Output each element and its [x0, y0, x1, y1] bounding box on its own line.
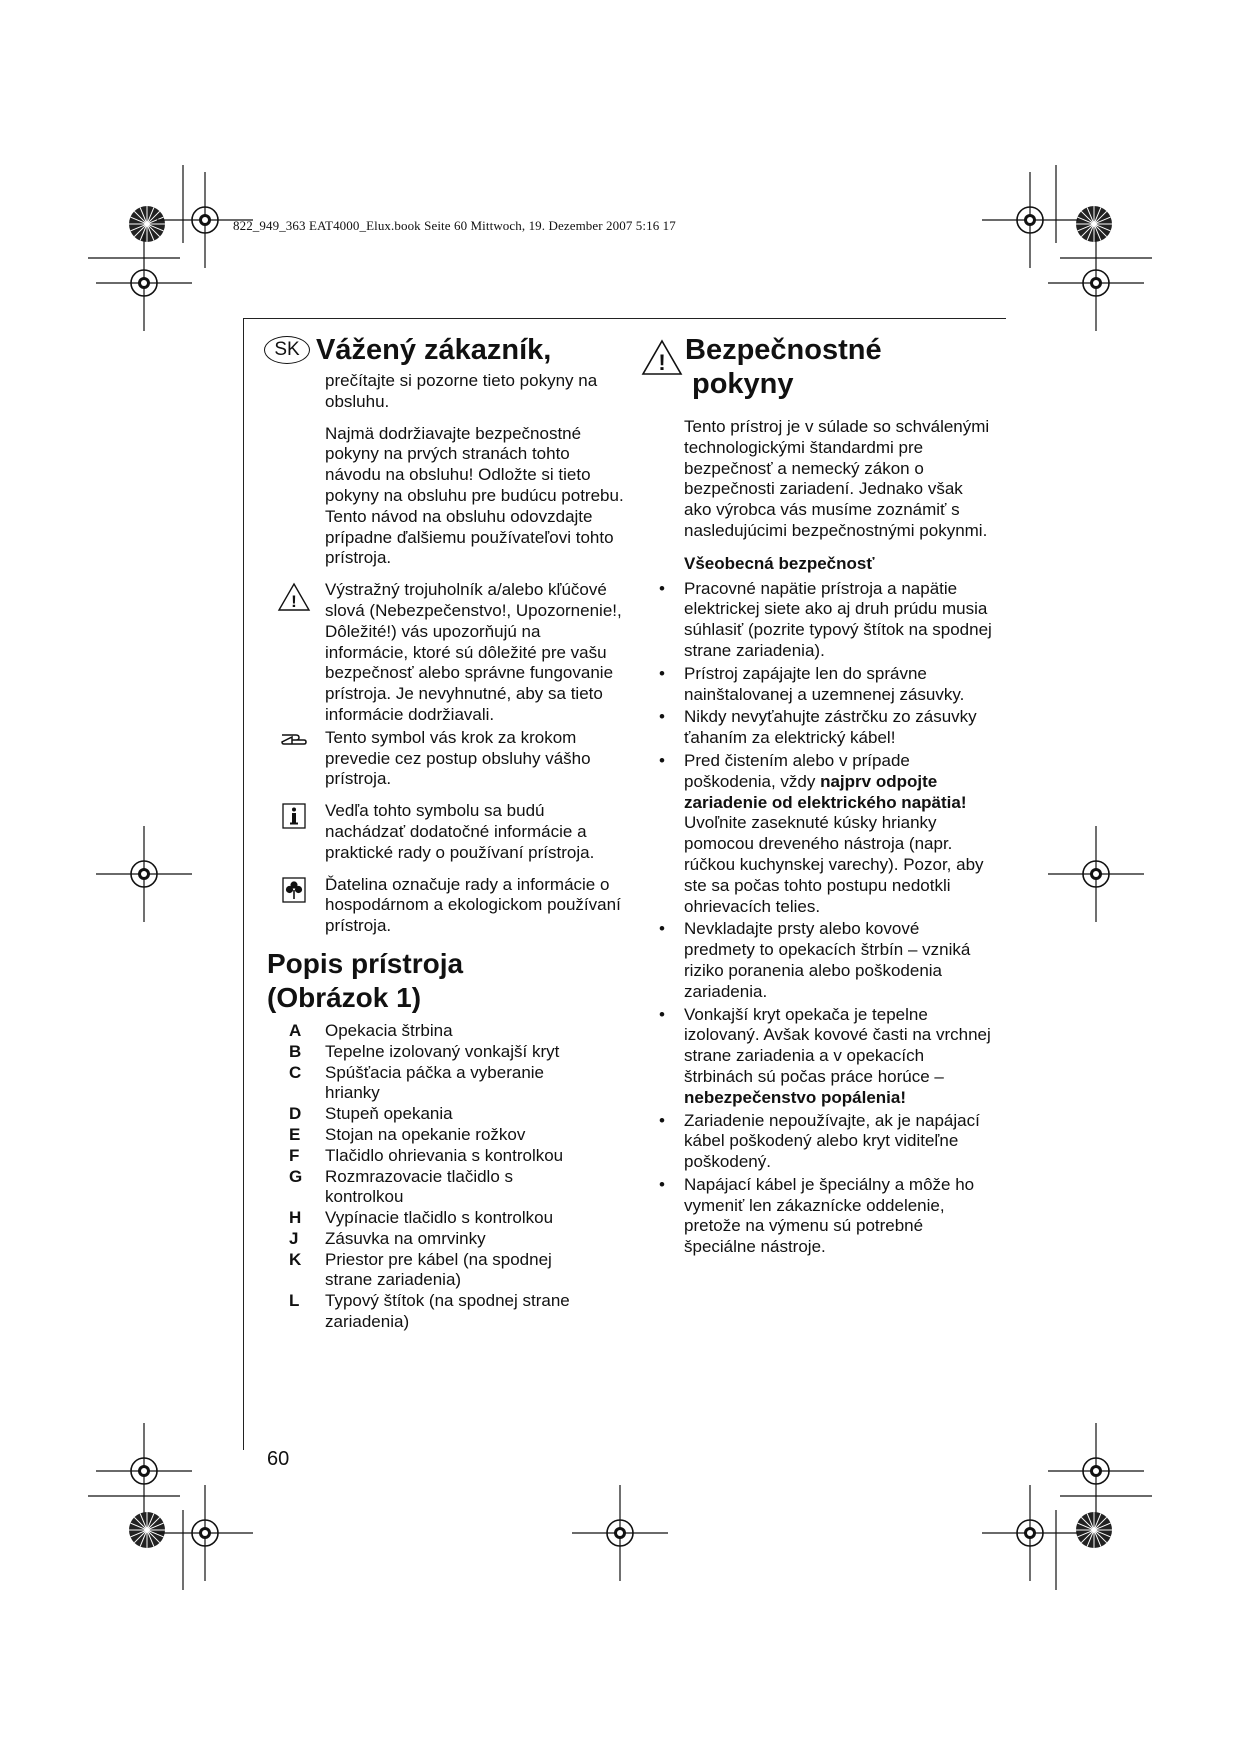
right-column: [644, 333, 994, 1260]
safety-title: [685, 333, 882, 401]
registration-crosshair: [96, 235, 192, 331]
section-title-line-1: Popis prístroja: [267, 947, 464, 979]
intro-paragraph-2: Najmä dodržiavajte bezpečnostné pokyny na prvých stranách tohto návodu na obsluhu! Odložte si tieto pokyny na obsluhu pre budúcu potrebu. Tento návod na obsluhu odovzdajte prípadne ďalšiemu používateľovi tohto prístroja.: [325, 423, 624, 568]
note-warning-text: Výstražný trojuholník a/alebo kľúčové slová (Nebezpečenstvo!, Upozornenie!, Dôležité!) vás upozorňujú na informácie, ktoré sú dôležité pre vašu bezpečnosť alebo správne fungovanie prístroja. Je nevyhnutné, aby sa tieto informácie dodržiavali.: [325, 580, 622, 724]
list-item: K Priestor pre kábel (na spodnej strane zariadenia): [289, 1249, 552, 1290]
safety-title-line-2: pokyny: [692, 368, 794, 400]
list-item: H Vypínacie tlačidlo s kontrolkou: [289, 1208, 554, 1228]
warning-triangle-icon: [641, 339, 683, 377]
clover-icon: [282, 877, 306, 903]
list-item: G Rozmrazovacie tlačidlo s kontrolkou: [289, 1166, 514, 1207]
svg-text:!: !: [658, 350, 666, 375]
section-title-line-2: (Obrázok 1): [267, 981, 422, 1013]
registration-crosshair: [982, 1485, 1078, 1581]
list-item: • Prístroj zapájajte len do správne nainštalovanej a uzemnenej zásuvky.: [657, 664, 994, 706]
pointing-hand-icon: [280, 729, 310, 747]
list-item: • Pred čistením alebo v prípade poškodenia, vždy najprv odpojte zariadenie od elektrického napätia! Uvoľnite zaseknuté kúsky hrianky pomocou dreveného nástroja (napr. rúčkou kuchynskej varechy). Pozor, aby ste sa počas tohto postupu nedotkli ohrievacích telies.: [657, 751, 994, 917]
registration-crosshair: [1048, 826, 1144, 922]
print-slug: 822_949_363 EAT4000_Elux.book Seite 60 Mittwoch, 19. Dezember 2007 5:16 17: [233, 218, 676, 233]
general-safety-heading: Všeobecná bezpečnosť: [684, 553, 875, 573]
left-column: [267, 333, 627, 1333]
registration-crosshair: [1048, 235, 1144, 331]
top-rule: [243, 318, 1006, 319]
list-item: B Tepelne izolovaný vonkajší kryt: [289, 1041, 560, 1061]
registration-crosshair: [572, 1485, 668, 1581]
greeting-title: Vážený zákazník,: [316, 334, 552, 366]
registration-crosshair: [96, 826, 192, 922]
note-info-text: Vedľa tohto symbolu sa budú nachádzať dodatočné informácie a praktické rady o používaní prístroja.: [325, 801, 595, 862]
left-rule: [243, 318, 244, 1450]
list-item: • Vonkajší kryt opekača je tepelne izolovaný. Avšak kovové časti na vrchnej strane zariadenia a v opekacích štrbinách sú počas práce horúce – nebezpečenstvo popálenia!: [657, 1005, 994, 1109]
page-number: 60: [267, 1448, 290, 1470]
note-step-text: Tento symbol vás krok za krokom prevedie cez postup obsluhy vášho prístroja.: [325, 727, 591, 789]
info-icon: [282, 803, 306, 829]
warning-triangle-icon: [277, 582, 311, 612]
svg-text:!: !: [291, 592, 297, 612]
registration-crosshair: [96, 1423, 192, 1519]
safety-intro: Tento prístroj je v súlade so schválenými technologickými štandardmi pre bezpečnosť a nemecký zákon o bezpečnosti zariadení. Jednako však ako výrobca vás musíme zoznámiť s nasledujúcimi bezpečnostnými pokynmi.: [684, 417, 990, 540]
registration-crosshair: [982, 172, 1078, 268]
section-title-description: [267, 947, 627, 1015]
list-item: • Pracovné napätie prístroja a napätie elektrickej siete ako aj druh prúdu musia súhlasiť (pozrite typový štítok na spodnej strane zariadenia).: [657, 579, 994, 662]
list-item: E Stojan na opekanie rožkov: [289, 1124, 526, 1144]
language-badge: SK: [264, 336, 310, 364]
registration-starburst: [1076, 1512, 1112, 1548]
list-item: C Spúšťacia páčka a vyberanie hrianky: [289, 1062, 545, 1103]
list-item: L Typový štítok (na spodnej strane zariadenia): [289, 1291, 570, 1332]
list-item: A Opekacia štrbina: [289, 1020, 453, 1040]
list-item: • Napájací kábel je špeciálny a môže ho vymeniť len zákaznícke oddelenie, pretože na výmenu sú potrebné špeciálne nástroje.: [657, 1175, 994, 1258]
registration-crosshair: [157, 1485, 253, 1581]
list-item: • Nikdy nevyťahujte zástrčku zo zásuvky ťahaním za elektrický kábel!: [657, 707, 994, 749]
note-clover-text: Ďatelina označuje rady a informácie o hospodárnom a ekologickom používaní prístroja.: [325, 874, 621, 936]
list-item: D Stupeň opekania: [289, 1104, 453, 1124]
parts-list: [267, 1021, 627, 1333]
registration-crosshair: [1048, 1423, 1144, 1519]
list-item: • Nevkladajte prsty alebo kovové predmety to opekacích štrbín – vzniká riziko poranenia alebo poškodenia zariadenia.: [657, 919, 994, 1002]
list-item: F Tlačidlo ohrievania s kontrolkou: [289, 1145, 564, 1165]
safety-list: [644, 579, 994, 1259]
list-item: • Zariadenie nepoužívajte, ak je napájací kábel poškodený alebo kryt viditeľne poškodený.: [657, 1111, 994, 1173]
registration-starburst: [129, 206, 165, 242]
intro-paragraph: prečítajte si pozorne tieto pokyny na obsluhu.: [325, 371, 598, 411]
safety-title-line-1: Bezpečnostné: [685, 334, 882, 366]
list-item: J Zásuvka na omrvinky: [289, 1228, 486, 1248]
registration-starburst: [129, 1512, 165, 1548]
registration-starburst: [1076, 206, 1112, 242]
